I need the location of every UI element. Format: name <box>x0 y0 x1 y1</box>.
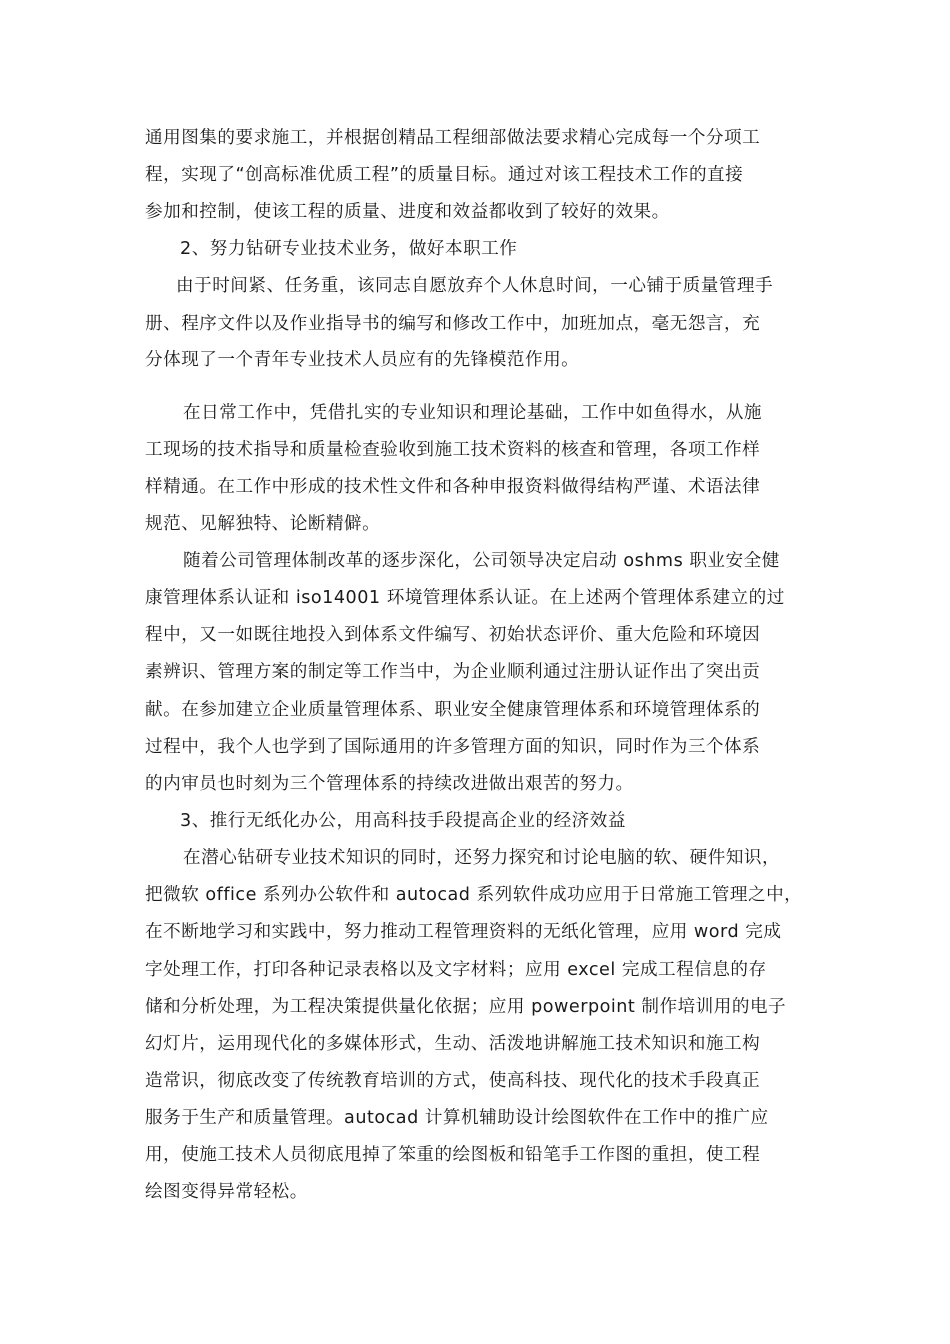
section-heading: 3、推行无纸化办公，用高科技手段提高企业的经济效益 <box>180 811 626 831</box>
text-line: 规范、见解独特、论断精僻。 <box>145 514 381 534</box>
text-line: 在日常工作中，凭借扎实的专业知识和理论基础，工作中如鱼得水，从施 <box>183 403 763 423</box>
text-line: 过程中，我个人也学到了国际通用的许多管理方面的知识，同时作为三个体系 <box>145 737 761 757</box>
text-line: 通用图集的要求施工，并根据创精品工程细部做法要求精心完成每一个分项工 <box>145 128 761 148</box>
text-line: 素辨识、管理方案的制定等工作当中，为企业顺利通过注册认证作出了突出贡 <box>145 662 761 682</box>
text-line: 在不断地学习和实践中，努力推动工程管理资料的无纸化管理，应用 word 完成 <box>145 922 782 942</box>
text-line: 献。在参加建立企业质量管理体系、职业安全健康管理体系和环境管理体系的 <box>145 700 761 720</box>
text-line: 储和分析处理，为工程决策提供量化依据；应用 powerpoint 制作培训用的电子 <box>145 997 787 1017</box>
text-line: 字处理工作，打印各种记录表格以及文字材料；应用 excel 完成工程信息的存 <box>145 960 767 980</box>
text-line: 的内审员也时刻为三个管理体系的持续改进做出艰苦的努力。 <box>145 774 634 794</box>
text-line: 幻灯片，运用现代化的多媒体形式，生动、活泼地讲解施工技术知识和施工构 <box>145 1034 761 1054</box>
text-line: 册、程序文件以及作业指导书的编写和修改工作中，加班加点，毫无怨言，充 <box>145 314 761 334</box>
text-line: 程中，又一如既往地投入到体系文件编写、初始状态评价、重大危险和环境因 <box>145 625 761 645</box>
text-line: 工现场的技术指导和质量检查验收到施工技术资料的核查和管理，各项工作样 <box>145 440 761 460</box>
text-line: 分体现了一个青年专业技术人员应有的先锋模范作用。 <box>145 350 580 370</box>
text-line: 随着公司管理体制改革的逐步深化，公司领导决定启动 oshms 职业安全健 <box>183 551 780 571</box>
text-line: 在潜心钻研专业技术知识的同时，还努力探究和讨论电脑的软、硬件知识， <box>183 848 781 868</box>
text-line: 样精通。在工作中形成的技术性文件和各种申报资料做得结构严谨、术语法律 <box>145 477 761 497</box>
text-line: 造常识，彻底改变了传统教育培训的方式，使高科技、现代化的技术手段真正 <box>145 1071 761 1091</box>
text-line: 程，实现了“创高标准优质工程”的质量目标。通过对该工程技术工作的直接 <box>145 165 744 185</box>
text-line: 服务于生产和质量管理。autocad 计算机辅助设计绘图软件在工作中的推广应 <box>145 1108 769 1128</box>
section-heading: 2、努力钻研专业技术业务，做好本职工作 <box>180 239 518 259</box>
text-line: 参加和控制，使该工程的质量、进度和效益都收到了较好的效果。 <box>145 202 670 222</box>
text-line: 由于时间紧、任务重，该同志自愿放弃个人休息时间，一心铺于质量管理手 <box>176 276 774 296</box>
text-line: 绘图变得异常轻松。 <box>145 1182 308 1202</box>
text-line: 用，使施工技术人员彻底甩掉了笨重的绘图板和铅笔手工作图的重担，使工程 <box>145 1145 761 1165</box>
text-line: 把微软 office 系列办公软件和 autocad 系列软件成功应用于日常施工管理之中， <box>145 885 803 905</box>
text-line: 康管理体系认证和 iso14001 环境管理体系认证。在上述两个管理体系建立的过 <box>145 588 785 608</box>
